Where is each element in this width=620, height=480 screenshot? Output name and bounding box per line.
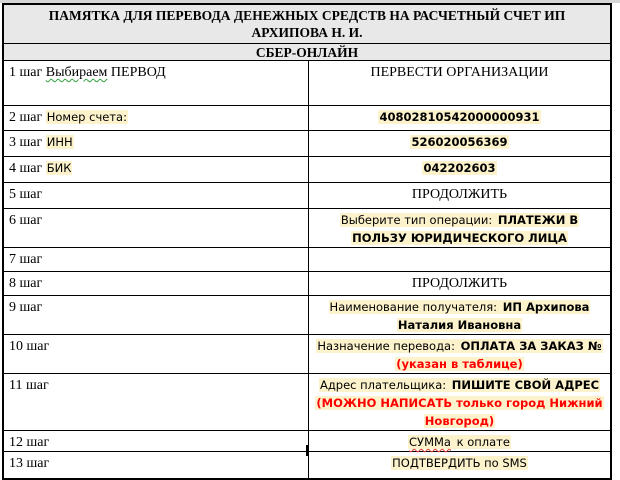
instruction-cell-step-9 (309, 296, 610, 334)
text-segment: Назначение перевода: (317, 339, 459, 353)
text-segment: 7 шаг (9, 252, 43, 267)
instruction-cell-step-5 (309, 183, 610, 208)
table-row-step-6 (4, 209, 610, 248)
text-segment: 8 шаг (9, 276, 43, 291)
text-segment: ИНН (46, 135, 73, 149)
memo-subtitle: СБЕР-ОНЛАЙН (4, 44, 610, 61)
text-segment: Наименование получателя: (329, 300, 501, 314)
instruction-cell-step-6 (309, 209, 610, 247)
text-segment: 042202603 (423, 161, 496, 175)
memo-table-body (4, 61, 610, 478)
table-row-step-1 (4, 61, 610, 106)
text-segment: ОПЛАТА ЗА ЗАКАЗ № (460, 339, 602, 353)
step-cell-step-8 (4, 272, 309, 295)
step-cell-step-11 (4, 374, 309, 430)
instruction-cell-step-8 (309, 272, 610, 295)
text-segment: (указан в таблице) (396, 357, 523, 371)
table-row-step-3 (4, 131, 610, 157)
text-segment: СУММа (409, 435, 451, 449)
text-segment: ИП Архипова Наталия Ивановна (397, 300, 590, 332)
text-segment: 2 шаг (9, 110, 46, 125)
text-segment: ПРОДОЛЖИТЬ (411, 276, 508, 291)
table-row-step-2 (4, 106, 610, 131)
text-segment: 13 шаг (9, 456, 50, 471)
text-segment: БИК (46, 161, 72, 175)
instruction-cell-step-2 (309, 106, 610, 130)
text-segment: 1 шаг (9, 65, 46, 80)
step-cell-step-6 (4, 209, 309, 247)
step-cell-step-5 (4, 183, 309, 208)
step-cell-step-12 (4, 431, 309, 451)
memo-table (2, 3, 612, 480)
table-row-step-11 (4, 374, 610, 431)
text-segment: (МОЖНО НАПИСАТЬ только город Нижний Новгород) (316, 396, 603, 428)
memo-title: ПАМЯТКА ДЛЯ ПЕРЕВОДА ДЕНЕЖНЫХ СРЕДСТВ НА РАСЧЕТНЫЙ СЧЕТ ИП АРХИПОВА Н. И. (4, 5, 610, 44)
text-segment: 4 шаг (9, 161, 46, 176)
instruction-cell-step-4 (309, 157, 610, 182)
step-cell-step-9 (4, 296, 309, 334)
text-segment: Выберите тип операции: (340, 213, 496, 227)
table-row-step-9 (4, 296, 610, 335)
text-segment: Выбираем (45, 65, 108, 80)
instruction-cell-step-3 (309, 131, 610, 156)
instruction-cell-step-10 (309, 335, 610, 373)
text-segment: ПОДТВЕРДИТЬ по SMS (392, 456, 527, 470)
text-segment: ПЕРВОД (107, 65, 166, 80)
text-segment: 5 шаг (9, 187, 43, 202)
text-segment: к оплате (452, 435, 510, 449)
instruction-cell-step-7 (309, 248, 610, 271)
text-segment: 6 шаг (9, 213, 43, 228)
text-cursor (306, 445, 308, 456)
text-segment: ПЛАТЕЖИ В ПОЛЬЗУ ЮРИДИЧЕСКОГО ЛИЦА (352, 213, 579, 245)
text-segment: ПЕРВЕСТИ ОРГАНИЗАЦИИ (370, 65, 549, 80)
text-segment: 40802810542000000931 (379, 110, 540, 124)
table-row-step-5 (4, 183, 610, 209)
text-segment: 526020056369 (411, 135, 508, 149)
text-segment: 9 шаг (9, 300, 43, 315)
text-segment: Номер счета: (46, 110, 127, 124)
text-segment: ПИШИТЕ СВОЙ АДРЕС (451, 378, 600, 392)
step-cell-step-1 (4, 61, 309, 105)
table-row-step-4 (4, 157, 610, 183)
step-cell-step-4 (4, 157, 309, 182)
table-row-step-8 (4, 272, 610, 296)
instruction-cell-step-11 (309, 374, 610, 430)
step-cell-step-7 (4, 248, 309, 271)
text-segment: 12 шаг (9, 435, 50, 450)
step-cell-step-2 (4, 106, 309, 130)
table-row-step-10 (4, 335, 610, 374)
instruction-cell-step-1 (309, 61, 610, 105)
step-cell-step-3 (4, 131, 309, 156)
instruction-cell-step-12 (309, 431, 610, 451)
text-segment: 11 шаг (9, 378, 49, 393)
text-segment: 3 шаг (9, 135, 46, 150)
text-segment: Адрес плательщика: (319, 378, 450, 392)
step-cell-step-10 (4, 335, 309, 373)
text-segment: ПРОДОЛЖИТЬ (411, 187, 508, 202)
table-row-step-7 (4, 248, 610, 272)
text-segment: 10 шаг (9, 339, 50, 354)
